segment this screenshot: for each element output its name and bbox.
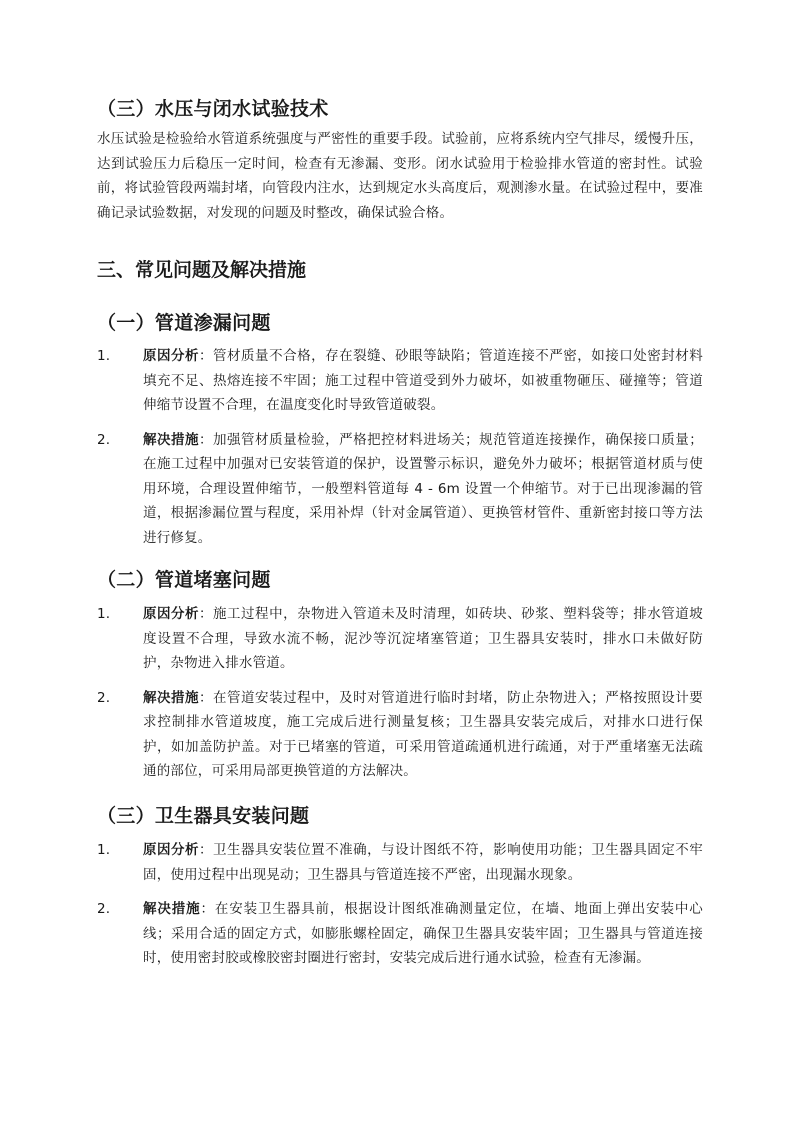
item-label: 原因分析	[143, 842, 200, 858]
item-text: ：加强管材质量检验，严格把控材料进场关；规范管道连接操作，确保接口质量；在施工过程中加强对已安装管道的保护，设置警示标识，避免外力破坏；根据管道材质与使用环境，合理设置伸缩节，一般塑料管道每 4 - 6m 设置一个伸缩节。对于已出现渗漏的管道，根据渗漏位置与程度，采用补焊（针对金属管道）、更换管材管件、重新密封接口等方法进行修复。	[143, 431, 703, 546]
item-label: 解决措施	[143, 901, 201, 917]
list-number: 2.	[97, 689, 111, 706]
item-text: ：管材质量不合格，存在裂缝、砂眼等缺陷；管道连接不严密，如接口处密封材料填充不足、热熔连接不牢固；施工过程中管道受到外力破坏，如被重物砸压、碰撞等；管道伸缩节设置不合理，在温度变化时导致管道破裂。	[143, 348, 703, 413]
item-label: 解决措施	[143, 689, 200, 706]
sanitary-list	[97, 838, 703, 971]
list-item	[97, 686, 703, 784]
list-number: 1.	[97, 348, 111, 364]
list-number: 1.	[97, 606, 111, 622]
list-number: 2.	[97, 901, 111, 917]
list-number: 2.	[97, 431, 111, 448]
item-text: ：施工过程中，杂物进入管道未及时清理，如砖块、砂浆、塑料袋等；排水管道坡度设置不合理，导致水流不畅，泥沙等沉淀堵塞管道；卫生器具安装时，排水口未做好防护，杂物进入排水管道。	[143, 606, 703, 671]
list-item	[97, 897, 703, 971]
water-test-paragraph: 水压试验是检验给水管道系统强度与严密性的重要手段。试验前，应将系统内空气排尽，缓慢升压，达到试验压力后稳压一定时间，检查有无渗漏、变形。闭水试验用于检验排水管道的密封性。试验前，将试验管段两端封堵，向管段内注水，达到规定水头高度后，观测渗水量。在试验过程中，要准确记录试验数据，对发现的问题及时整改，确保试验合格。	[97, 131, 703, 221]
section-heading-pipe-block: （二）管道堵塞问题	[97, 569, 271, 591]
section-heading-water-test: （三）水压与闭水试验技术	[97, 98, 329, 120]
item-text: ：卫生器具安装位置不准确，与设计图纸不符，影响使用功能；卫生器具固定不牢固，使用过程中出现晃动；卫生器具与管道连接不严密，出现漏水现象。	[143, 842, 703, 883]
list-item	[97, 602, 703, 676]
list-item	[97, 344, 703, 418]
item-label: 原因分析	[143, 606, 200, 622]
item-text: ：在管道安装过程中，及时对管道进行临时封堵，防止杂物进入；严格按照设计要求控制排水管道坡度，施工完成后进行测量复核；卫生器具安装完成后，对排水口进行保护，如加盖防护盖。对于已堵塞的管道，可采用管道疏通机进行疏通，对于严重堵塞无法疏通的部位，可采用局部更换管道的方法解决。	[143, 689, 703, 779]
item-text: ：在安装卫生器具前，根据设计图纸准确测量定位，在墙、地面上弹出安装中心线；采用合适的固定方式，如膨胀螺栓固定，确保卫生器具安装牢固；卫生器具与管道连接时，使用密封胶或橡胶密封圈进行密封，安装完成后进行通水试验，检查有无渗漏。	[143, 901, 703, 966]
pipe-block-list	[97, 602, 703, 784]
item-label: 原因分析	[143, 348, 200, 364]
section-heading-pipe-leak: （一）管道渗漏问题	[97, 312, 271, 334]
section-heading-sanitary: （三）卫生器具安装问题	[97, 805, 310, 827]
item-label: 解决措施	[143, 431, 200, 448]
pipe-leak-list	[97, 344, 703, 550]
list-item	[97, 838, 703, 887]
list-number: 1.	[97, 842, 111, 858]
chapter-heading-common-problems: 三、常见问题及解决措施	[97, 259, 307, 281]
list-item	[97, 428, 703, 551]
